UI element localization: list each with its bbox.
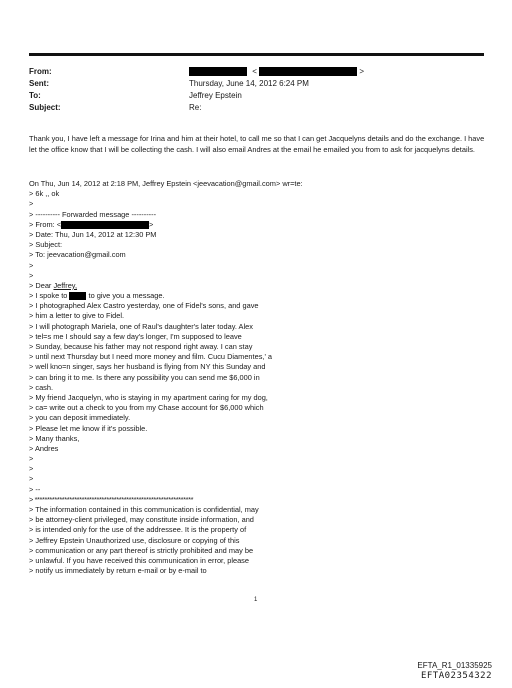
- quote-line: >: [29, 464, 34, 474]
- redaction-block: [189, 67, 247, 76]
- greeting-name: Jeffrey,: [53, 280, 78, 290]
- quote-line-greeting: [29, 281, 489, 291]
- from-value: [189, 66, 364, 78]
- quote-line: > be attorney-client privileged, may constitute inside information, and: [29, 515, 254, 525]
- quote-line: > 6k ,, ok: [29, 189, 60, 199]
- quote-line: > To: jeevacation@gmail.com: [29, 250, 126, 260]
- quote-line-spoke: [29, 291, 489, 301]
- quote-line: > Subject:: [29, 240, 63, 250]
- to-value: Jeffrey Epstein: [189, 91, 242, 100]
- message-body: [29, 133, 489, 155]
- quote-line-stars: > ****************************************************************: [29, 494, 194, 504]
- quote-line: > Jeffrey Epstein Unauthorized use, disclosure or copying of this: [29, 535, 240, 545]
- quote-line: > cash.: [29, 382, 54, 392]
- quote-line: > him a letter to give to Fidel.: [29, 311, 125, 321]
- quote-line: > unlawful. If you have received this communication in error, please: [29, 555, 249, 565]
- quote-line: > communication or any part thereof is strictly prohibited and may be: [29, 545, 254, 555]
- redaction-block: [259, 67, 357, 76]
- sent-value: Thursday, June 14, 2012 6:24 PM: [189, 79, 309, 88]
- efta-id: EFTA02354322: [420, 671, 492, 681]
- quote-line: > is intended only for the use of the addressee. It is the property of: [29, 525, 247, 535]
- quote-line: >: [29, 454, 34, 464]
- quote-line: > My friend Jacquelyn, who is staying in my apartment caring for my dog,: [29, 392, 268, 402]
- page-number: 1: [254, 597, 258, 603]
- header-rule: [29, 53, 484, 56]
- quote-line-from: [29, 220, 489, 230]
- quote-line: >: [29, 474, 34, 484]
- quote-line: > tel=s me I should say a few day's longer, I'm supposed to leave: [29, 331, 242, 341]
- efta-r1-id: EFTA_R1_01335925: [417, 661, 492, 670]
- quote-line: > --: [29, 484, 41, 494]
- from-label: From:: [29, 67, 52, 76]
- spoke-suffix: to give you a message.: [86, 291, 165, 301]
- from-close: >: [359, 67, 365, 76]
- redaction-block: [61, 221, 149, 229]
- quote-line: > I photographed Alex Castro yesterday, one of Fidel's sons, and gave: [29, 301, 259, 311]
- quote-line: >: [29, 199, 34, 209]
- spoke-prefix: > I spoke to: [29, 291, 70, 301]
- quote-line: On Thu, Jun 14, 2012 at 2:18 PM, Jeffrey Epstein <jeevacation@gmail.com> wr=te:: [29, 179, 303, 188]
- quote-line: >: [29, 270, 34, 280]
- quoted-message: [29, 179, 489, 576]
- greeting-prefix: > Dear: [29, 280, 54, 290]
- from-open: <: [252, 67, 257, 76]
- quote-line: > ---------- Forwarded message ----------: [29, 209, 157, 219]
- quote-line: > Many thanks,: [29, 433, 80, 443]
- subject-label: Subject:: [29, 103, 61, 112]
- quote-line: > you can deposit immediately.: [29, 413, 131, 423]
- quote-from-suffix: >: [149, 219, 154, 229]
- quote-line: > I will photograph Mariela, one of Raul's daughter's later today. Alex: [29, 321, 253, 331]
- quote-line: > Date: Thu, Jun 14, 2012 at 12:30 PM: [29, 229, 157, 239]
- document-ids: [417, 660, 492, 682]
- message-paragraph: Thank you, I have left a message for Irina and him at their hotel, to call me so that I can get Jacquelyns details and do the exchange. I have let the office know that I will be collecting the cash. I will also email Andres at the email he emailed you from to ask for jacquelyns details.: [29, 134, 485, 154]
- quote-line: > Andres: [29, 443, 59, 453]
- quote-line: >: [29, 260, 34, 270]
- quote-line: > Please let me know if it's possible.: [29, 423, 148, 433]
- quote-line: > can bring it to me. Is there any possibility you can send me $6,000 in: [29, 372, 260, 382]
- quote-line: > ca= write out a check to you from my Chase account for $6,000 which: [29, 403, 264, 413]
- subject-value: Re:: [189, 103, 202, 112]
- redaction-block: [69, 292, 86, 300]
- to-label: To:: [29, 91, 41, 100]
- quote-line: > The information contained in this communication is confidential, may: [29, 505, 259, 514]
- quote-line: > until next Thursday but I need more money and film. Cucu Diamentes,' a: [29, 352, 273, 362]
- quote-from-prefix: > From: <: [29, 219, 62, 229]
- quote-line: > well kno=n singer, says her husband is flying from NY this Sunday and: [29, 362, 266, 372]
- quote-line: > notify us immediately by return e-mail or by e-mail to: [29, 566, 207, 576]
- quote-line: > Sunday, because his father may not respond right away. I can stay: [29, 342, 253, 351]
- sent-label: Sent:: [29, 79, 49, 88]
